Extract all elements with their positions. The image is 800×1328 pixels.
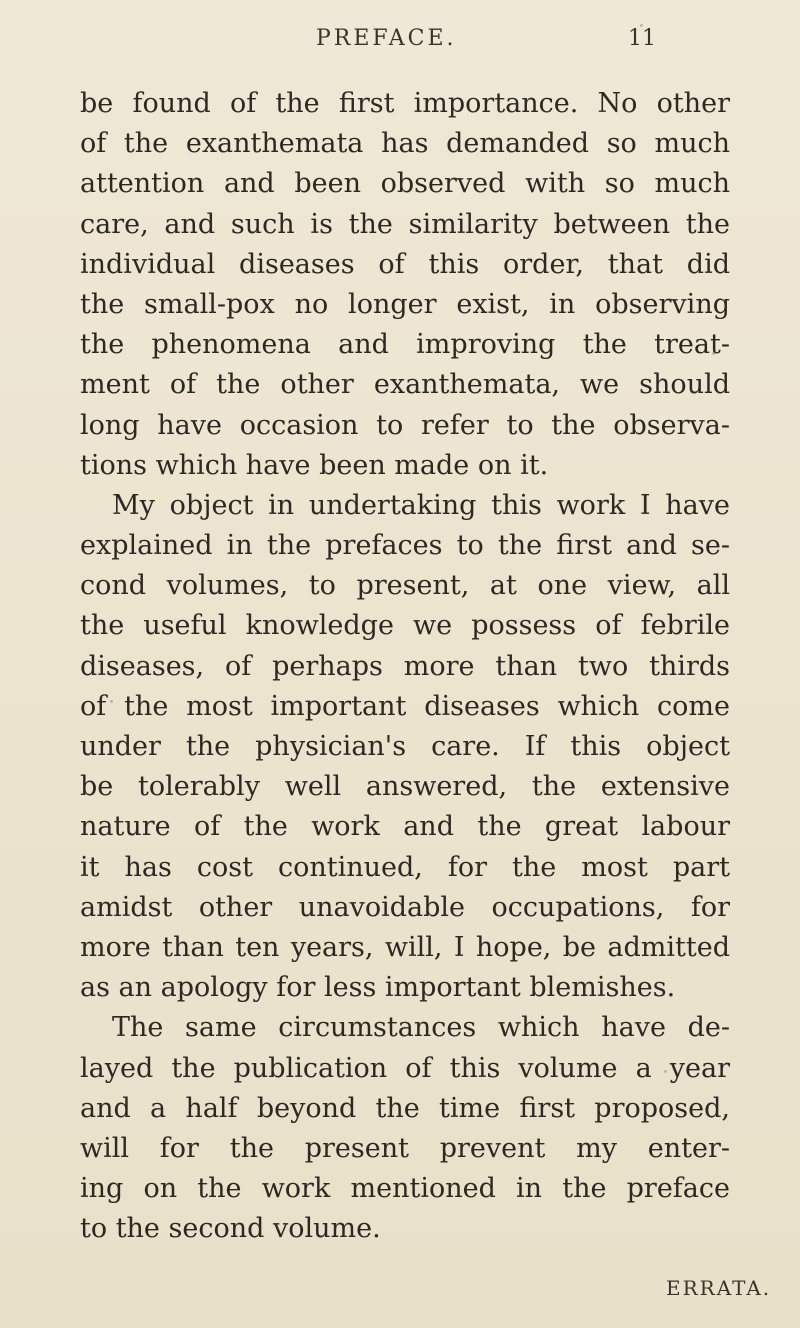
text-line: nature of the work and the great labour [80, 811, 730, 843]
text-line: as an apology for less important blemishes. [80, 972, 676, 1004]
text-line: care, and such is the similarity between the [80, 208, 730, 240]
text-line: attention and been observed with so much [80, 168, 730, 200]
text-line: of the exanthemata has demanded so much [80, 128, 730, 160]
page-number: 11 [628, 26, 656, 51]
text-line: layed the publication of this volume a year [80, 1052, 730, 1084]
text-line: tions which have been made on it. [80, 449, 549, 481]
text-line: cond volumes, to present, at one view, all [80, 570, 730, 602]
page-header [0, 18, 800, 58]
text-line: The same circumstances which have de- [112, 1012, 730, 1044]
text-line: the phenomena and improving the treat- [80, 329, 730, 361]
text-line: more than ten years, will, I hope, be admitted [80, 931, 730, 963]
text-line: the useful knowledge we possess of febrile [80, 610, 730, 642]
paper-speck [640, 24, 643, 27]
running-head: PREFACE. [316, 26, 457, 51]
text-line: and a half beyond the time first proposed, [80, 1092, 730, 1124]
catchword: ERRATA. [666, 1276, 772, 1300]
text-line: diseases, of perhaps more than two thirds [80, 650, 730, 682]
text-line: explained in the prefaces to the first and se- [80, 530, 730, 562]
text-line: the small-pox no longer exist, in observing [80, 288, 730, 320]
text-line: long have occasion to refer to the observa- [80, 409, 730, 441]
text-line: ing on the work mentioned in the preface [80, 1173, 730, 1205]
text-line: under the physician's care. If this object [80, 731, 730, 762]
text-line: My object in undertaking this work I have [112, 489, 730, 521]
paper-speck [664, 1070, 667, 1073]
text-line: be found of the first importance. No other [80, 88, 730, 119]
text-line: amidst other unavoidable occupations, for [80, 891, 730, 923]
body-text [80, 84, 730, 1249]
text-line: be tolerably well answered, the extensive [80, 771, 730, 803]
text-line: individual diseases of this order, that did [80, 248, 730, 280]
paper-speck [110, 700, 113, 703]
text-line: it has cost continued, for the most part [80, 851, 730, 883]
text-line: ment of the other exanthemata, we should [80, 369, 730, 401]
text-line: of the most important diseases which come [80, 690, 730, 722]
paper-speck [712, 352, 715, 355]
text-line: to the second volume. [80, 1213, 381, 1245]
text-line: will for the present prevent my enter- [80, 1132, 730, 1164]
